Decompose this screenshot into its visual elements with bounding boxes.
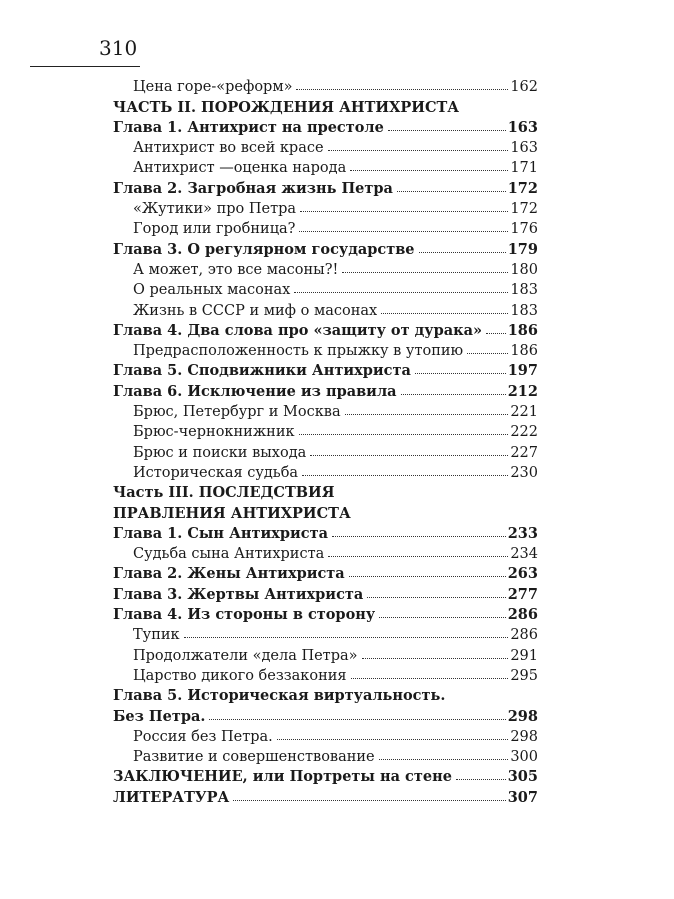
- toc-entry-section: [113, 643, 538, 663]
- toc-heading: Глава 5. Историческая виртуальность.: [113, 687, 446, 705]
- toc-heading: ЧАСТЬ II. ПОРОЖДЕНИЯ АНТИХРИСТА: [113, 98, 460, 116]
- dot-leader: [310, 455, 508, 456]
- dot-leader: [342, 272, 508, 273]
- header-rule: [30, 66, 140, 67]
- toc-entry-title: А может, это все масоны?!: [133, 261, 339, 278]
- toc-entry-page: 183: [510, 282, 538, 299]
- toc-entry-page: 233: [507, 524, 538, 542]
- toc-entry-page: 227: [510, 444, 538, 461]
- dot-leader: [328, 556, 508, 557]
- dot-leader: [388, 130, 506, 131]
- toc-entry-title: Развитие и совершенствование: [133, 749, 375, 766]
- toc-entry-page: 277: [507, 585, 538, 603]
- toc-entry-title: Историческая судьба: [133, 464, 299, 481]
- toc-entry-title: Город или гробница?: [133, 221, 296, 238]
- toc-entry-page: 172: [507, 179, 538, 197]
- table-of-contents: [113, 75, 538, 806]
- toc-entry-title: Глава 6. Исключение из правила: [113, 382, 397, 400]
- toc-entry-page: 234: [510, 546, 538, 563]
- toc-entry-title: Глава 3. Жертвы Антихриста: [113, 585, 364, 603]
- toc-entry-page: 298: [507, 707, 538, 725]
- toc-entry-page: 221: [510, 404, 538, 421]
- toc-entry-section: [113, 339, 538, 359]
- toc-entry-title: Предрасположенность к прыжку в утопию: [133, 343, 464, 360]
- toc-entry-title: Судьба сына Антихриста: [133, 546, 325, 563]
- dot-leader: [350, 170, 508, 171]
- toc-entry-chapter: [113, 359, 538, 379]
- dot-leader: [367, 597, 505, 598]
- toc-entry-section: [113, 75, 538, 95]
- toc-entry-title: ЛИТЕРАТУРА: [113, 788, 230, 806]
- toc-entry-page: 305: [507, 768, 538, 786]
- toc-entry-page: 183: [510, 302, 538, 319]
- dot-leader: [233, 800, 505, 801]
- toc-entry-section: [113, 440, 538, 460]
- toc-entry-chapter: [113, 379, 538, 399]
- toc-entry-title: Продолжатели «дела Петра»: [133, 647, 358, 664]
- toc-entry-page: 222: [510, 424, 538, 441]
- toc-entry-page: 197: [507, 362, 538, 380]
- toc-entry-section: [113, 156, 538, 176]
- toc-entry-title: Жизнь в СССР и миф о масонах: [133, 302, 378, 319]
- toc-entry-title: Без Петра.: [113, 707, 206, 725]
- dot-leader: [300, 211, 508, 212]
- toc-entry-title: Цена горе-«реформ»: [133, 79, 293, 96]
- toc-entry-section: [113, 298, 538, 318]
- dot-leader: [277, 739, 509, 740]
- dot-leader: [332, 536, 506, 537]
- toc-entry-page: 295: [510, 667, 538, 684]
- toc-entry-chapter: [113, 582, 538, 602]
- toc-entry-chapter: [113, 116, 538, 136]
- toc-entry-chapter: [113, 562, 538, 582]
- toc-entry-page: 186: [510, 343, 538, 360]
- page-number: 310: [99, 36, 138, 60]
- toc-entry-section: [113, 420, 538, 440]
- toc-entry-page: 172: [510, 201, 538, 218]
- toc-entry-section: [113, 400, 538, 420]
- dot-leader: [351, 678, 509, 679]
- dot-leader: [486, 333, 506, 334]
- dot-leader: [362, 658, 509, 659]
- toc-entry-section: [113, 258, 538, 278]
- toc-entry-section: [113, 623, 538, 643]
- toc-heading: Часть III. ПОСЛЕДСТВИЯ: [113, 484, 335, 502]
- toc-entry-page: 176: [510, 221, 538, 238]
- toc-entry-chapter: [113, 704, 538, 724]
- toc-entry-section: [113, 461, 538, 481]
- dot-leader: [209, 719, 505, 720]
- dot-leader: [328, 150, 509, 151]
- toc-entry-page: 180: [510, 261, 538, 278]
- toc-entry-section: [113, 725, 538, 745]
- toc-entry-chapter: [113, 176, 538, 196]
- toc-entry-page: 300: [510, 749, 538, 766]
- dot-leader: [299, 231, 508, 232]
- dot-leader: [397, 191, 506, 192]
- toc-entry-page: 179: [507, 240, 538, 258]
- toc-entry-page: 163: [510, 140, 538, 157]
- dot-leader: [184, 637, 509, 638]
- toc-entry-title: ЗАКЛЮЧЕНИЕ, или Портреты на стене: [113, 768, 452, 786]
- toc-entry-title: Глава 2. Загробная жизнь Петра: [113, 179, 393, 197]
- toc-entry-title: Антихрист во всей красе: [133, 140, 324, 157]
- toc-entry-title: Глава 2. Жены Антихриста: [113, 565, 345, 583]
- toc-entry-title: О реальных масонах: [133, 282, 291, 299]
- dot-leader: [401, 394, 506, 395]
- toc-entry-title: Глава 3. О регулярном государстве: [113, 240, 415, 258]
- dot-leader: [345, 414, 509, 415]
- dot-leader: [296, 89, 508, 90]
- toc-entry-section: [113, 136, 538, 156]
- toc-entry-title: Антихрист —оценка народа: [133, 160, 347, 177]
- toc-entry-chapter: [113, 522, 538, 542]
- toc-entry-title: Глава 1. Антихрист на престоле: [113, 118, 384, 136]
- toc-entry-page: 230: [510, 464, 538, 481]
- toc-entry-title: Глава 4. Из стороны в сторону: [113, 606, 376, 624]
- dot-leader: [299, 434, 509, 435]
- toc-entry-page: 171: [510, 160, 538, 177]
- toc-entry-title: Россия без Петра.: [133, 728, 273, 745]
- dot-leader: [456, 779, 506, 780]
- toc-entry-page: 286: [507, 606, 538, 624]
- toc-entry-page: 298: [510, 728, 538, 745]
- toc-entry-part: [113, 765, 538, 785]
- toc-entry-page: 162: [510, 79, 538, 96]
- toc-entry-section: [113, 664, 538, 684]
- toc-entry-section: [113, 197, 538, 217]
- toc-entry-title: «Жутики» про Петра: [133, 201, 297, 218]
- toc-entry-title: Глава 1. Сын Антихриста: [113, 524, 328, 542]
- toc-entry-chapter: [113, 319, 538, 339]
- toc-entry-page: 286: [510, 627, 538, 644]
- toc-entry-page: 307: [507, 788, 538, 806]
- dot-leader: [349, 576, 506, 577]
- toc-entry-title: Брюс, Петербург и Москва: [133, 404, 341, 421]
- dot-leader: [379, 617, 506, 618]
- toc-entry-page: 263: [507, 565, 538, 583]
- dot-leader: [379, 759, 509, 760]
- toc-entry-title: Царство дикого беззакония: [133, 667, 347, 684]
- dot-leader: [302, 475, 508, 476]
- toc-entry-section: [113, 745, 538, 765]
- toc-entry-part: [113, 785, 538, 805]
- dot-leader: [415, 373, 506, 374]
- toc-entry-title: Тупик: [133, 627, 180, 644]
- dot-leader: [419, 252, 506, 253]
- toc-entry-page: 186: [507, 321, 538, 339]
- toc-entry-page: 291: [510, 647, 538, 664]
- dot-leader: [381, 313, 508, 314]
- toc-entry-chapter: [113, 237, 538, 257]
- toc-entry-chapter: [113, 603, 538, 623]
- toc-entry-title: Брюс-чернокнижник: [133, 424, 295, 441]
- toc-entry-section: [113, 217, 538, 237]
- dot-leader: [294, 292, 508, 293]
- toc-entry-title: Глава 5. Сподвижники Антихриста: [113, 362, 411, 380]
- toc-entry-title: Брюс и поиски выхода: [133, 444, 307, 461]
- toc-entry-page: 163: [507, 118, 538, 136]
- toc-entry-page: 212: [507, 382, 538, 400]
- toc-entry-title: Глава 4. Два слова про «защиту от дурака»: [113, 321, 483, 339]
- toc-heading: ПРАВЛЕНИЯ АНТИХРИСТА: [113, 504, 351, 522]
- toc-entry-section: [113, 542, 538, 562]
- dot-leader: [467, 353, 508, 354]
- toc-entry-section: [113, 278, 538, 298]
